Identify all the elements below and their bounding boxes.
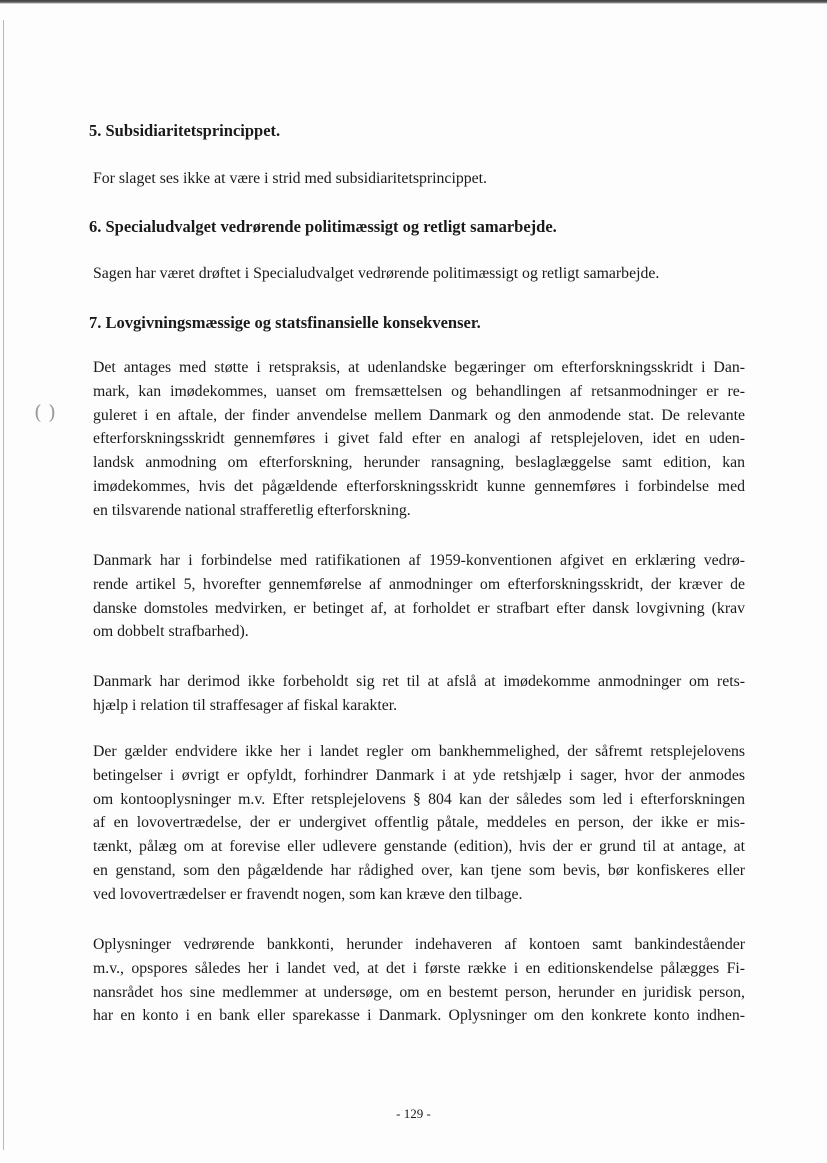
text-line: en tilsvarende national strafferetlig efterforskning. bbox=[93, 501, 411, 519]
text-line: guleret i en aftale, der finder anvendelse mellem Danmark og den anmodende stat. De relevante bbox=[93, 406, 745, 424]
text-line: landsk anmodning om efterforskning, herunder ransagning, beslaglæggelse samt edition, kan bbox=[93, 454, 745, 472]
scan-edge-left bbox=[3, 20, 4, 1150]
text-line: Danmark har derimod ikke forbeholdt sig ret til at afslå at imødekomme anmodninger om rets- bbox=[93, 673, 745, 690]
text-line: Det antages med støtte i retspraksis, at udenlandske begæringer om efterforskningsskridt i Dan- bbox=[93, 359, 745, 376]
text-line: imødekommes, hvis det pågældende efterforskningsskridt kunne gennemføres i forbindelse med bbox=[93, 477, 745, 495]
page-number: - 129 - bbox=[396, 1106, 431, 1121]
text-line: nansrådet hos sine medlemmer at undersøge, om en bestemt person, herunder en juridisk person, bbox=[93, 983, 745, 1001]
text-line: tænkt, pålæg om at forevise eller udlevere genstande (edition), hvis der er grund til at antage, at bbox=[93, 838, 745, 856]
text-line: ved lovovertrædelser er fravendt nogen, som kan kræve den tilbage. bbox=[93, 885, 523, 903]
section-7-paragraph-5 bbox=[93, 933, 745, 1028]
scan-edge-top bbox=[0, 0, 827, 4]
section-6-heading: 6. Specialudvalget vedrørende politimæssigt og retligt samarbejde. bbox=[89, 217, 557, 236]
text-line: mark, kan imødekommes, uanset om fremsættelsen og behandlingen af retsanmodninger er re- bbox=[93, 382, 745, 400]
section-7-heading: 7. Lovgivningsmæssige og statsfinansielle konsekvenser. bbox=[89, 313, 481, 332]
section-6-paragraph: Sagen har været drøftet i Specialudvalget vedrørende politimæssigt og retligt samarbejde. bbox=[93, 265, 660, 282]
text-line: Der gælder endvidere ikke her i landet regler om bankhemmelighed, der såfremt retsplejelovens bbox=[93, 743, 745, 760]
text-line: om kontooplysninger m.v. Efter retsplejelovens § 804 kan der således som led i efterforskningen bbox=[93, 790, 745, 808]
section-7-paragraph-2 bbox=[93, 549, 745, 644]
section-5-paragraph: For slaget ses ikke at være i strid med subsidiaritetsprincippet. bbox=[93, 170, 487, 187]
section-7-paragraph-4 bbox=[93, 740, 745, 907]
text-line: danske domstoles medvirken, er betinget af, at forholdet er strafbart efter dansk lovgivning (krav bbox=[93, 599, 745, 617]
text-line: en genstand, som den pågældende har rådighed over, kan tjene som bevis, bør konfiskeres eller bbox=[93, 861, 745, 879]
section-7-paragraph-3 bbox=[93, 670, 745, 718]
punch-hole-mark: ( ) bbox=[34, 400, 56, 424]
text-line: Danmark har i forbindelse med ratifikationen af 1959-konventionen afgivet en erklæring vedrø- bbox=[93, 552, 745, 569]
section-5-heading: 5. Subsidiaritetsprincippet. bbox=[89, 121, 281, 140]
text-line: betingelser i øvrigt er opfyldt, forhindrer Danmark i at yde retshjælp i sager, hvor der anmodes bbox=[93, 766, 745, 784]
section-7-paragraph-1 bbox=[93, 356, 745, 523]
text-line: hjælp i relation til straffesager af fiskal karakter. bbox=[93, 696, 398, 714]
text-line: Oplysninger vedrørende bankkonti, herunder indehaveren af kontoen samt bankindeståender bbox=[93, 936, 745, 953]
text-line: af en lovovertrædelse, der er undergivet offentlig påtale, meddeles en person, der ikke er mis- bbox=[93, 814, 745, 832]
text-line: om dobbelt strafbarhed). bbox=[93, 623, 249, 641]
text-line: rende artikel 5, hvorefter gennemførelse af anmodninger om efterforskningsskridt, der kræver de bbox=[93, 575, 745, 593]
text-line: har en konto i en bank eller sparekasse i Danmark. Oplysninger om den konkrete konto indhen- bbox=[93, 1007, 745, 1025]
text-line: efterforskningsskridt gennemføres i givet fald efter en analogi af retsplejeloven, idet en uden- bbox=[93, 430, 745, 448]
text-line: m.v., opspores således her i landet ved, at det i første række i en editionskendelse pålægges Fi- bbox=[93, 959, 745, 977]
